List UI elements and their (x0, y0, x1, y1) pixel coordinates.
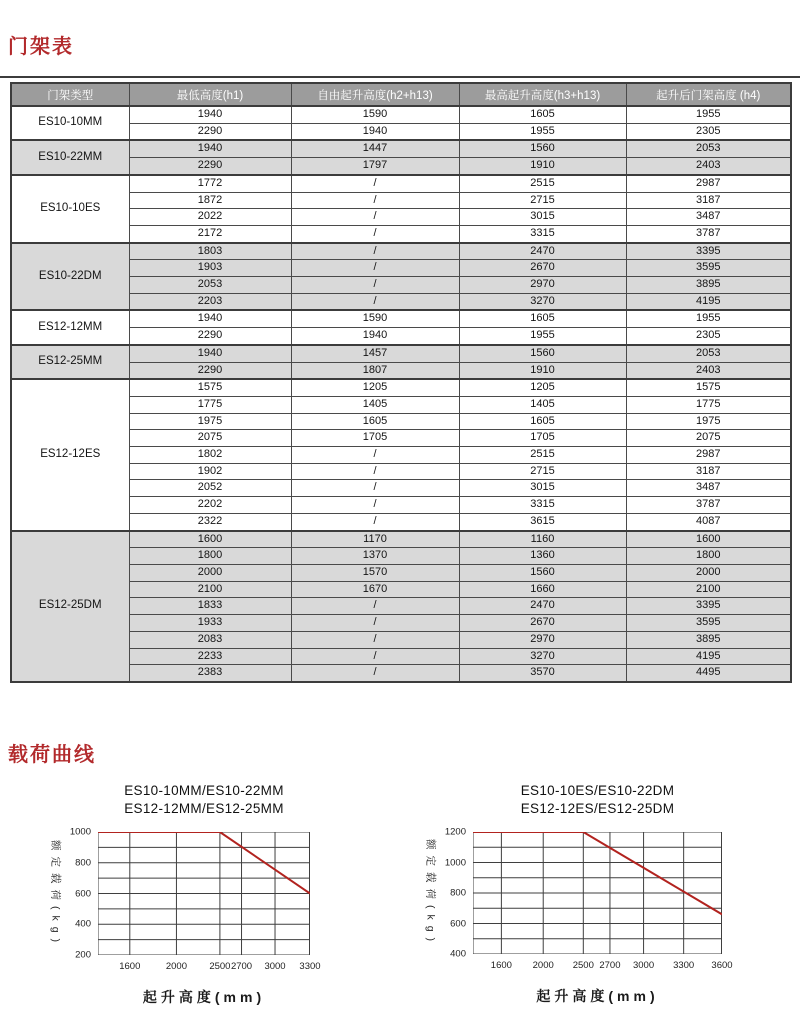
table-cell: 3487 (626, 209, 791, 226)
table-cell: 3395 (626, 598, 791, 615)
table-cell: 1775 (626, 396, 791, 413)
table-cell: 2290 (129, 123, 291, 140)
chart-title (98, 782, 310, 818)
table-cell: 2970 (459, 631, 626, 648)
x-tick-label: 2500 (572, 960, 594, 971)
table-cell: 2053 (129, 277, 291, 294)
chart-title-line: ES10-10ES/ES10-22DM (520, 783, 675, 798)
table-cell: 2233 (129, 648, 291, 665)
rated-load-line (473, 832, 722, 914)
table-cell: / (291, 225, 459, 242)
table-cell: 2290 (129, 158, 291, 175)
model-cell: ES10-22MM (11, 140, 129, 174)
x-tick-label: 2000 (532, 960, 554, 971)
table-cell: 1570 (291, 564, 459, 581)
table-cell: 3270 (459, 648, 626, 665)
table-header-row (11, 83, 791, 106)
table-cell: 1872 (129, 192, 291, 209)
table-cell: / (291, 598, 459, 615)
x-tick-label: 3000 (264, 961, 286, 972)
model-cell: ES10-10ES (11, 175, 129, 243)
table-cell: / (291, 293, 459, 310)
table-cell: 4195 (626, 648, 791, 665)
table-cell: / (291, 277, 459, 294)
table-cell: 2290 (129, 362, 291, 379)
table-cell: 1800 (129, 548, 291, 565)
table-cell: / (291, 615, 459, 632)
table-cell: 1205 (459, 379, 626, 396)
table-cell: 3787 (626, 225, 791, 242)
table-cell: 1360 (459, 548, 626, 565)
table-cell: 1600 (129, 531, 291, 548)
table-cell: 2075 (626, 430, 791, 447)
table-cell: / (291, 175, 459, 192)
table-cell: 2083 (129, 631, 291, 648)
table-cell: 1910 (459, 362, 626, 379)
table-cell: 2203 (129, 293, 291, 310)
table-cell: 1940 (291, 328, 459, 345)
table-cell: 1940 (129, 310, 291, 327)
table-cell: 2202 (129, 497, 291, 514)
table-cell: 2515 (459, 447, 626, 464)
table-cell: 3787 (626, 497, 791, 514)
table-cell: 1457 (291, 345, 459, 362)
table-cell: 2053 (626, 345, 791, 362)
table-cell: 1940 (129, 345, 291, 362)
table-cell: 1955 (459, 123, 626, 140)
table-cell: 2305 (626, 123, 791, 140)
table-cell: 2670 (459, 260, 626, 277)
table-cell: 2403 (626, 158, 791, 175)
load-curve-plot (473, 832, 722, 954)
table-cell: 2000 (626, 564, 791, 581)
load-curve-plot (98, 832, 310, 955)
table-cell: 1160 (459, 531, 626, 548)
table-cell: 3895 (626, 277, 791, 294)
page-title-mast-table: 门架表 (8, 36, 74, 58)
table-cell: 2515 (459, 175, 626, 192)
table-cell: 1590 (291, 106, 459, 123)
table-cell: 4195 (626, 293, 791, 310)
x-axis-title: 起升高度(mm) (142, 989, 266, 1005)
y-tick-label: 800 (75, 857, 91, 869)
x-tick-label: 1600 (119, 961, 141, 972)
table-cell: 2022 (129, 209, 291, 226)
table-header-mast-type: 门架类型 (11, 83, 129, 106)
table-cell: / (291, 631, 459, 648)
table-cell: 3187 (626, 192, 791, 209)
table-cell: 1955 (626, 310, 791, 327)
table-row (11, 175, 791, 192)
table-cell: 2970 (459, 277, 626, 294)
y-tick-label: 1000 (69, 826, 91, 838)
table-cell: 1940 (129, 140, 291, 157)
table-row (11, 140, 791, 157)
table-cell: 1670 (291, 581, 459, 598)
y-tick-label: 600 (450, 918, 466, 929)
table-cell: 1575 (129, 379, 291, 396)
table-cell: 1933 (129, 615, 291, 632)
table-cell: 1902 (129, 463, 291, 480)
table-header-free-lift: 自由起升高度(h2+h13) (291, 83, 459, 106)
table-cell: 3015 (459, 480, 626, 497)
table-row (11, 345, 791, 362)
table-cell: 1605 (459, 310, 626, 327)
x-tick-label: 3000 (632, 960, 655, 971)
table-cell: 1955 (626, 106, 791, 123)
table-cell: 1560 (459, 345, 626, 362)
table-cell: 3270 (459, 293, 626, 310)
table-row (11, 310, 791, 327)
table-cell: 2987 (626, 447, 791, 464)
model-cell: ES12-25DM (11, 531, 129, 682)
table-header-min-height: 最低高度(h1) (129, 83, 291, 106)
table-row (11, 243, 791, 260)
table-cell: / (291, 243, 459, 260)
table-cell: 3187 (626, 463, 791, 480)
y-tick-label: 600 (75, 888, 91, 899)
table-cell: 4087 (626, 513, 791, 530)
table-cell: 1560 (459, 140, 626, 157)
model-cell: ES12-12MM (11, 310, 129, 344)
table-cell: 1772 (129, 175, 291, 192)
table-cell: 1575 (626, 379, 791, 396)
table-cell: 2100 (626, 581, 791, 598)
table-cell: 1205 (291, 379, 459, 396)
table-cell: / (291, 463, 459, 480)
y-axis-label: 额定载荷(kg) (49, 839, 62, 948)
table-cell: 1405 (291, 396, 459, 413)
table-cell: 3595 (626, 615, 791, 632)
page-title-load-curves: 载荷曲线 (8, 744, 96, 766)
x-tick-label: 3300 (673, 960, 695, 971)
table-cell: 3570 (459, 665, 626, 682)
table-cell: 1975 (129, 413, 291, 430)
y-tick-label: 800 (450, 887, 466, 899)
table-cell: 1802 (129, 447, 291, 464)
y-tick-label: 400 (75, 918, 91, 930)
table-cell: 2383 (129, 665, 291, 682)
table-cell: 1775 (129, 396, 291, 413)
table-cell: / (291, 497, 459, 514)
load-curve-chart-mm-series (40, 782, 340, 1027)
y-axis-label: 额定载荷(kg) (424, 838, 437, 948)
table-cell: 2987 (626, 175, 791, 192)
table-row (11, 379, 791, 396)
table-cell: 1975 (626, 413, 791, 430)
table-cell: 1600 (626, 531, 791, 548)
x-tick-label: 2000 (165, 961, 188, 972)
table-cell: 1803 (129, 243, 291, 260)
table-cell: 2172 (129, 225, 291, 242)
table-cell: 1370 (291, 548, 459, 565)
x-tick-label: 2700 (599, 960, 621, 971)
table-cell: 1903 (129, 260, 291, 277)
table-row (11, 106, 791, 123)
table-cell: 1807 (291, 362, 459, 379)
table-cell: 3015 (459, 209, 626, 226)
model-cell: ES10-10MM (11, 106, 129, 140)
y-tick-label: 1200 (444, 826, 466, 838)
table-cell: 3595 (626, 260, 791, 277)
table-cell: 2715 (459, 192, 626, 209)
table-cell: / (291, 480, 459, 497)
table-cell: 2053 (626, 140, 791, 157)
table-cell: 1705 (459, 430, 626, 447)
table-cell: 1560 (459, 564, 626, 581)
table-header-extended-height: 起升后门架高度 (h4) (626, 83, 791, 106)
model-cell: ES12-25MM (11, 345, 129, 379)
y-tick-label: 1000 (444, 857, 466, 868)
table-cell: / (291, 665, 459, 682)
table-cell: 1705 (291, 430, 459, 447)
x-tick-label: 2500 (209, 961, 231, 972)
model-cell: ES12-12ES (11, 379, 129, 530)
table-cell: 2403 (626, 362, 791, 379)
x-tick-label: 3600 (711, 960, 733, 971)
table-cell: 1910 (459, 158, 626, 175)
table-cell: 2305 (626, 328, 791, 345)
table-cell: 1660 (459, 581, 626, 598)
table-cell: 1833 (129, 598, 291, 615)
table-row (11, 531, 791, 548)
table-cell: 3615 (459, 513, 626, 530)
table-cell: 2075 (129, 430, 291, 447)
table-cell: 1605 (459, 106, 626, 123)
table-cell: 1170 (291, 531, 459, 548)
table-cell: / (291, 209, 459, 226)
table-cell: 2052 (129, 480, 291, 497)
x-axis-title: 起升高度(mm) (536, 988, 659, 1004)
table-cell: 2000 (129, 564, 291, 581)
chart-title-line: ES10-10MM/ES10-22MM (124, 783, 284, 798)
divider-rule (0, 76, 800, 78)
table-cell: 2100 (129, 581, 291, 598)
chart-title (473, 782, 722, 818)
table-cell: 2470 (459, 243, 626, 260)
table-cell: 1605 (459, 413, 626, 430)
table-cell: / (291, 192, 459, 209)
table-cell: 3487 (626, 480, 791, 497)
table-cell: 1405 (459, 396, 626, 413)
table-cell: 3395 (626, 243, 791, 260)
table-cell: 3315 (459, 225, 626, 242)
table-cell: 1940 (129, 106, 291, 123)
table-cell: 3315 (459, 497, 626, 514)
table-cell: 1955 (459, 328, 626, 345)
table-cell: / (291, 260, 459, 277)
table-cell: 1447 (291, 140, 459, 157)
x-tick-label: 2700 (230, 961, 253, 972)
table-cell: / (291, 648, 459, 665)
table-cell: 2470 (459, 598, 626, 615)
table-cell: 2670 (459, 615, 626, 632)
table-cell: 1800 (626, 548, 791, 565)
x-tick-label: 3300 (299, 961, 321, 972)
table-cell: / (291, 447, 459, 464)
y-tick-label: 400 (450, 948, 466, 960)
table-cell: 2290 (129, 328, 291, 345)
table-cell: 1590 (291, 310, 459, 327)
table-cell: 4495 (626, 665, 791, 682)
table-cell: 1797 (291, 158, 459, 175)
model-cell: ES10-22DM (11, 243, 129, 311)
table-header-max-lift: 最高起升高度(h3+h13) (459, 83, 626, 106)
y-tick-label: 200 (75, 949, 91, 961)
x-tick-label: 1600 (490, 960, 512, 971)
table-cell: 1940 (291, 123, 459, 140)
table-cell: 2322 (129, 513, 291, 530)
table-cell: 1605 (291, 413, 459, 430)
load-curve-chart-es-dm-series (418, 782, 748, 1027)
chart-title-line: ES12-12ES/ES12-25DM (520, 801, 675, 816)
table-cell: 2715 (459, 463, 626, 480)
chart-title-line: ES12-12MM/ES12-25MM (124, 801, 284, 816)
mast-spec-table (10, 82, 792, 683)
table-cell: / (291, 513, 459, 530)
table-cell: 3895 (626, 631, 791, 648)
